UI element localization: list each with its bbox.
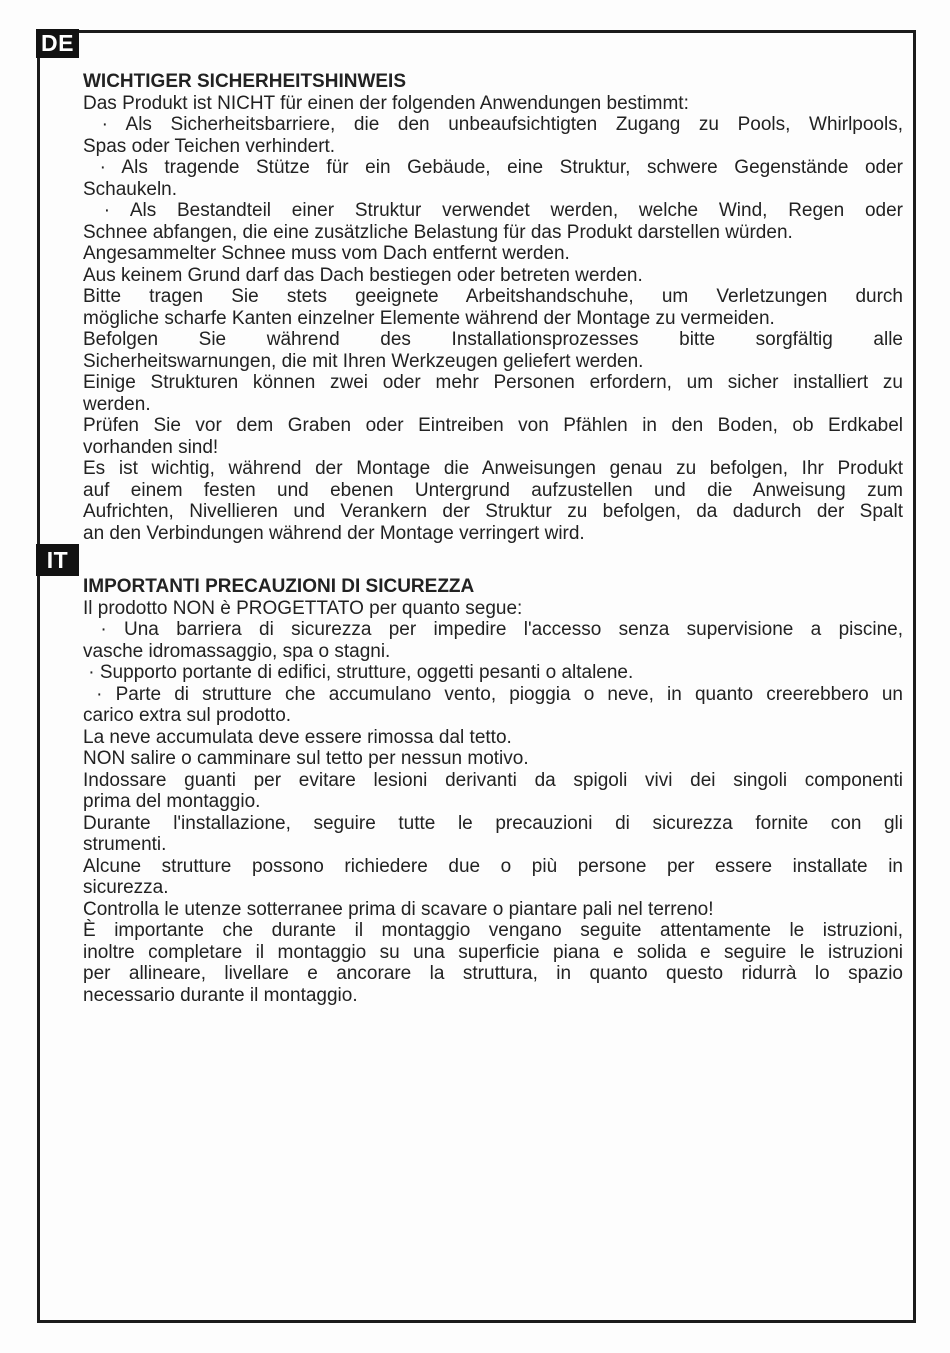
- text-line: Durante l'installazione, seguire tutte le precauzioni di sicurezza fornite con gli: [83, 812, 903, 834]
- text-line: an den Verbindungen während der Montage verringert wird.: [83, 522, 585, 544]
- text-block-de: [83, 71, 903, 544]
- text-line: vasche idromassaggio, spa o stagni.: [83, 640, 391, 662]
- text-line: · Als tragende Stütze für ein Gebäude, eine Struktur, schwere Gegenstände oder: [83, 157, 903, 178]
- text-line: Aus keinem Grund darf das Dach bestiegen oder betreten werden.: [83, 264, 643, 286]
- text-line: Befolgen Sie während des Installationsprozesses bitte sorgfältig alle: [83, 329, 903, 350]
- language-badge-it: IT: [36, 544, 79, 576]
- text-line: Einige Strukturen können zwei oder mehr Personen erfordern, um sicher installiert zu: [83, 372, 903, 393]
- text-line: · Als Bestandteil einer Struktur verwendet werden, welche Wind, Regen oder: [83, 200, 903, 221]
- text-line: Controlla le utenze sotterranee prima di scavare o piantare pali nel terreno!: [83, 898, 714, 920]
- text-line: Il prodotto NON è PROGETTATO per quanto segue:: [83, 597, 523, 619]
- text-line: mögliche scharfe Kanten einzelner Elemente während der Montage zu vermeiden.: [83, 307, 775, 329]
- text-line: auf einem festen und ebenen Untergrund aufzustellen und die Anweisung zum: [83, 479, 903, 501]
- text-line: Das Produkt ist NICHT für einen der folgenden Anwendungen bestimmt:: [83, 92, 689, 114]
- text-line: La neve accumulata deve essere rimossa dal tetto.: [83, 726, 512, 748]
- text-line: strumenti.: [83, 834, 167, 855]
- text-line: necessario durante il montaggio.: [83, 984, 358, 1006]
- text-line: NON salire o camminare sul tetto per nessun motivo.: [83, 748, 529, 769]
- text-line: Angesammelter Schnee muss vom Dach entfernt werden.: [83, 243, 570, 264]
- section-heading: WICHTIGER SICHERHEITSHINWEIS: [83, 71, 407, 92]
- section-heading: IMPORTANTI PRECAUZIONI DI SICUREZZA: [83, 576, 475, 597]
- text-line: werden.: [83, 393, 151, 415]
- text-line: carico extra sul prodotto.: [83, 705, 292, 726]
- text-line: · Parte di strutture che accumulano vento, pioggia o neve, in quanto creerebbero un: [83, 683, 903, 705]
- text-line: Alcune strutture possono richiedere due o più persone per essere installate in: [83, 855, 903, 877]
- text-line: È importante che durante il montaggio vengano seguite attentamente le istruzioni,: [83, 920, 903, 941]
- text-line: Spas oder Teichen verhindert.: [83, 135, 336, 157]
- text-line: Prüfen Sie vor dem Graben oder Eintreiben von Pfählen in den Boden, ob Erdkabel: [83, 415, 903, 436]
- text-line: Bitte tragen Sie stets geeignete Arbeitshandschuhe, um Verletzungen durch: [83, 286, 903, 307]
- text-line: sicurezza.: [83, 877, 169, 898]
- text-line: inoltre completare il montaggio su una superficie piana e solida e seguire le istruzioni: [83, 941, 903, 963]
- text-line: Es ist wichtig, während der Montage die Anweisungen genau zu befolgen, Ihr Produkt: [83, 458, 903, 479]
- text-line: prima del montaggio.: [83, 791, 261, 812]
- text-line: Schnee abfangen, die eine zusätzliche Belastung für das Produkt darstellen würden.: [83, 221, 793, 243]
- text-line: Aufrichten, Nivellieren und Verankern der Struktur zu befolgen, da dadurch der Spalt: [83, 501, 903, 522]
- text-line: Indossare guanti per evitare lesioni derivanti da spigoli vivi dei singoli componenti: [83, 769, 903, 791]
- text-line: · Una barriera di sicurezza per impedire l'accesso senza supervisione a piscine,: [83, 619, 903, 640]
- text-line: Sicherheitswarnungen, die mit Ihren Werkzeugen geliefert werden.: [83, 350, 644, 372]
- text-line: per allineare, livellare e ancorare la struttura, in quanto questo ridurrà lo spazio: [83, 963, 903, 984]
- language-badge-de: DE: [36, 29, 79, 58]
- text-line: · Supporto portante di edifici, strutture, oggetti pesanti o altalene.: [83, 662, 634, 683]
- text-line: vorhanden sind!: [83, 436, 219, 458]
- text-line: Schaukeln.: [83, 178, 178, 200]
- text-block-it: [83, 576, 903, 1006]
- text-line: · Als Sicherheitsbarriere, die den unbeaufsichtigten Zugang zu Pools, Whirlpools,: [83, 114, 903, 135]
